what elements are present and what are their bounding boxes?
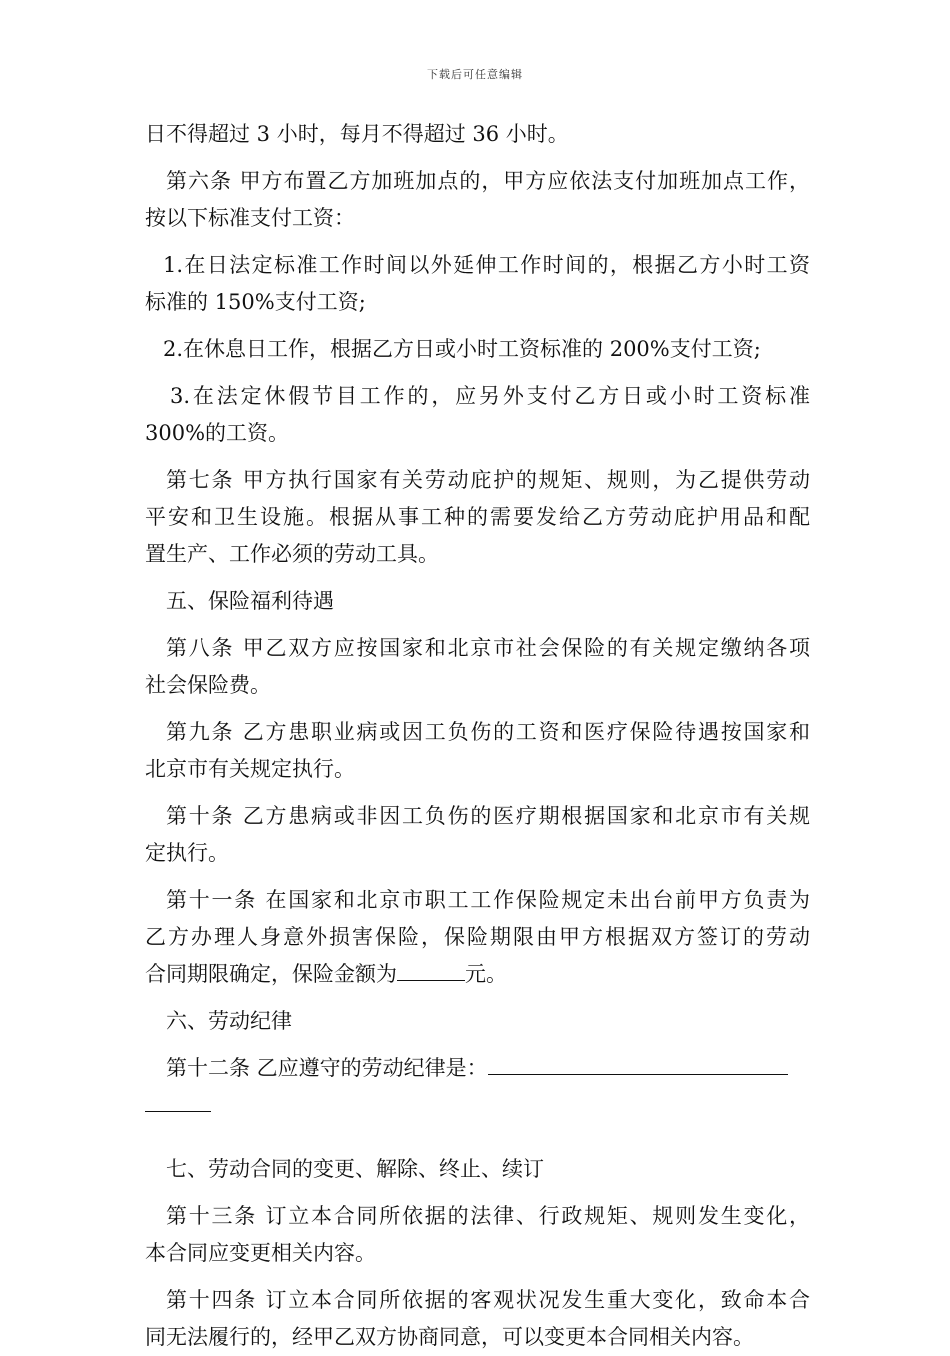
article-9-line: 北京市有关规定执行。: [145, 757, 355, 781]
article-6-item-2: 2.在休息日工作，根据乙方日或小时工资标准的 200%支付工资;: [163, 337, 761, 361]
article-6-item-3: 300%的工资。: [145, 421, 290, 445]
insurance-amount-blank: [397, 958, 465, 981]
article-11-line: 乙方办理人身意外损害保险，保险期限由甲方根据双方签订的劳动: [145, 925, 810, 949]
section-heading-7: 七、劳动合同的变更、解除、终止、续订: [166, 1157, 544, 1181]
article-7-line: 平安和卫生设施。根据从事工种的需要发给乙方劳动庇护用品和配: [145, 505, 810, 529]
article-12-continuation: [145, 1087, 810, 1124]
article-10-line: 定执行。: [145, 841, 229, 865]
section-heading-6: 六、劳动纪律: [166, 1009, 292, 1033]
article-11-line: [145, 956, 810, 993]
article-11-line: 第十一条 在国家和北京市职工工作保险规定未出台前甲方负责为: [166, 888, 810, 912]
page-header-note: 下载后可任意编辑: [427, 68, 523, 81]
article-8-line: 社会保险费。: [145, 673, 271, 697]
article-12-line: [145, 1050, 810, 1087]
article-8-line: 第八条 甲乙双方应按国家和北京市社会保险的有关规定缴纳各项: [166, 636, 810, 660]
labor-discipline-blank: [488, 1052, 788, 1075]
article-7-line: 第七条 甲方执行国家有关劳动庇护的规矩、规则，为乙提供劳动: [166, 468, 810, 492]
labor-discipline-blank-continued: [145, 1089, 211, 1112]
article-6-item-1: 标准的 150%支付工资;: [145, 290, 366, 314]
article-12-label: 第十二条 乙应遵守的劳动纪律是：: [166, 1056, 488, 1080]
document-body: [145, 116, 810, 1356]
paragraph-line: 日不得超过 3 小时，每月不得超过 36 小时。: [145, 122, 569, 146]
article-7-line: 置生产、工作必须的劳动工具。: [145, 542, 439, 566]
article-13-line: 本合同应变更相关内容。: [145, 1241, 376, 1265]
article-6-line: 第六条 甲方布置乙方加班加点的，甲方应依法支付加班加点工作，: [166, 169, 810, 193]
article-13-line: 第十三条 订立本合同所依据的法律、行政规矩、规则发生变化，: [166, 1204, 810, 1228]
article-14-line: 同无法履行的，经甲乙双方协商同意，可以变更本合同相关内容。: [145, 1325, 754, 1349]
article-11-amount-unit: 元。: [465, 962, 507, 986]
article-6-line: 按以下标准支付工资：: [145, 206, 355, 230]
article-6-item-3: 3.在法定休假节目工作的，应另外支付乙方日或小时工资标准: [170, 384, 810, 408]
article-6-item-1: 1.在日法定标准工作时间以外延伸工作时间的，根据乙方小时工资: [163, 253, 810, 277]
section-heading-5: 五、保险福利待遇: [166, 589, 334, 613]
article-11-amount-label: 合同期限确定，保险金额为: [145, 962, 397, 986]
article-14-line: 第十四条 订立本合同所依据的客观状况发生重大变化，致命本合: [166, 1288, 810, 1312]
article-9-line: 第九条 乙方患职业病或因工负伤的工资和医疗保险待遇按国家和: [166, 720, 810, 744]
article-10-line: 第十条 乙方患病或非因工负伤的医疗期根据国家和北京市有关规: [166, 804, 810, 828]
